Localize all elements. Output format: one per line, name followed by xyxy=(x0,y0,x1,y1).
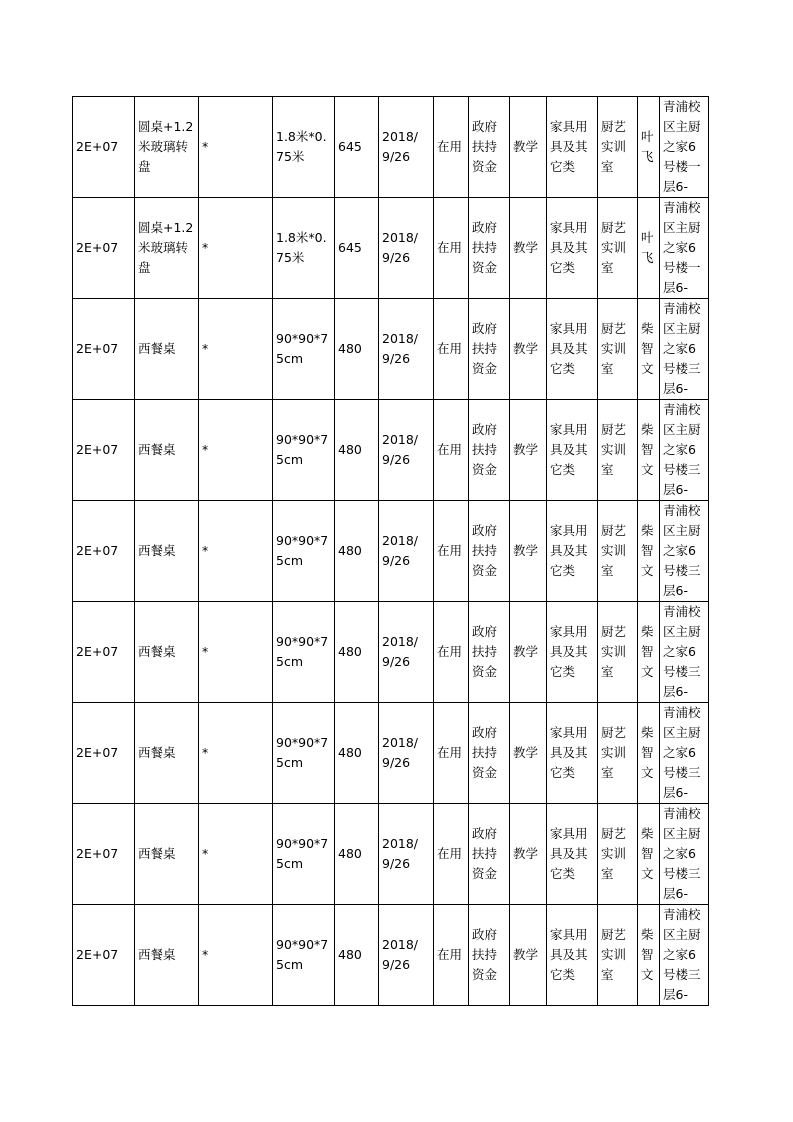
cell-asset-name: 西餐桌 xyxy=(135,703,199,804)
table-row xyxy=(73,602,709,703)
cell-asset-code: 2E+07 xyxy=(73,97,135,198)
cell-date: 2018/9/26 xyxy=(379,198,434,299)
cell-size: 90*90*75cm xyxy=(273,905,335,1006)
cell-person: 柴智文 xyxy=(638,703,660,804)
cell-date: 2018/9/26 xyxy=(379,299,434,400)
cell-fund-source: 政府扶持资金 xyxy=(469,602,510,703)
cell-use: 教学 xyxy=(510,905,547,1006)
cell-fund-source: 政府扶持资金 xyxy=(469,97,510,198)
cell-price: 480 xyxy=(335,501,379,602)
cell-asset-name: 西餐桌 xyxy=(135,905,199,1006)
asset-table xyxy=(72,96,709,1006)
cell-size: 90*90*75cm xyxy=(273,400,335,501)
cell-status: 在用 xyxy=(434,97,469,198)
cell-asset-name: 西餐桌 xyxy=(135,299,199,400)
cell-asset-name: 西餐桌 xyxy=(135,501,199,602)
cell-department: 厨艺实训室 xyxy=(598,905,638,1006)
cell-use: 教学 xyxy=(510,97,547,198)
table-row xyxy=(73,198,709,299)
cell-asset-code: 2E+07 xyxy=(73,198,135,299)
cell-asset-code: 2E+07 xyxy=(73,501,135,602)
cell-person: 柴智文 xyxy=(638,501,660,602)
table-row xyxy=(73,97,709,198)
cell-department: 厨艺实训室 xyxy=(598,602,638,703)
cell-price: 480 xyxy=(335,703,379,804)
cell-status: 在用 xyxy=(434,400,469,501)
table-row xyxy=(73,501,709,602)
cell-location: 青浦校区主厨之家6号楼一层6- xyxy=(660,198,709,299)
cell-department: 厨艺实训室 xyxy=(598,97,638,198)
cell-size: 90*90*75cm xyxy=(273,602,335,703)
cell-asset-code: 2E+07 xyxy=(73,299,135,400)
cell-status: 在用 xyxy=(434,602,469,703)
cell-use: 教学 xyxy=(510,198,547,299)
cell-spec: * xyxy=(199,602,273,703)
cell-location: 青浦校区主厨之家6号楼三层6- xyxy=(660,703,709,804)
cell-asset-name: 西餐桌 xyxy=(135,400,199,501)
cell-category: 家具用具及其它类 xyxy=(547,703,598,804)
cell-person: 柴智文 xyxy=(638,400,660,501)
cell-status: 在用 xyxy=(434,501,469,602)
cell-asset-code: 2E+07 xyxy=(73,804,135,905)
cell-category: 家具用具及其它类 xyxy=(547,198,598,299)
cell-asset-code: 2E+07 xyxy=(73,602,135,703)
cell-fund-source: 政府扶持资金 xyxy=(469,299,510,400)
cell-location: 青浦校区主厨之家6号楼三层6- xyxy=(660,804,709,905)
cell-department: 厨艺实训室 xyxy=(598,299,638,400)
cell-person: 柴智文 xyxy=(638,804,660,905)
cell-category: 家具用具及其它类 xyxy=(547,97,598,198)
cell-spec: * xyxy=(199,299,273,400)
table-row xyxy=(73,703,709,804)
cell-spec: * xyxy=(199,804,273,905)
cell-person: 叶飞 xyxy=(638,97,660,198)
cell-asset-name: 西餐桌 xyxy=(135,602,199,703)
cell-price: 480 xyxy=(335,299,379,400)
cell-person: 柴智文 xyxy=(638,602,660,703)
cell-spec: * xyxy=(199,97,273,198)
cell-date: 2018/9/26 xyxy=(379,602,434,703)
cell-asset-name: 圆桌+1.2米玻璃转盘 xyxy=(135,97,199,198)
cell-fund-source: 政府扶持资金 xyxy=(469,703,510,804)
cell-price: 645 xyxy=(335,198,379,299)
table-row xyxy=(73,804,709,905)
cell-price: 645 xyxy=(335,97,379,198)
cell-category: 家具用具及其它类 xyxy=(547,400,598,501)
cell-use: 教学 xyxy=(510,703,547,804)
cell-department: 厨艺实训室 xyxy=(598,703,638,804)
cell-status: 在用 xyxy=(434,198,469,299)
cell-department: 厨艺实训室 xyxy=(598,804,638,905)
cell-date: 2018/9/26 xyxy=(379,804,434,905)
cell-date: 2018/9/26 xyxy=(379,703,434,804)
cell-spec: * xyxy=(199,501,273,602)
cell-location: 青浦校区主厨之家6号楼三层6- xyxy=(660,299,709,400)
cell-person: 柴智文 xyxy=(638,905,660,1006)
cell-use: 教学 xyxy=(510,501,547,602)
cell-category: 家具用具及其它类 xyxy=(547,299,598,400)
cell-size: 1.8米*0.75米 xyxy=(273,97,335,198)
cell-spec: * xyxy=(199,905,273,1006)
cell-fund-source: 政府扶持资金 xyxy=(469,198,510,299)
cell-category: 家具用具及其它类 xyxy=(547,905,598,1006)
cell-price: 480 xyxy=(335,905,379,1006)
cell-use: 教学 xyxy=(510,804,547,905)
cell-location: 青浦校区主厨之家6号楼三层6- xyxy=(660,602,709,703)
cell-size: 90*90*75cm xyxy=(273,299,335,400)
cell-status: 在用 xyxy=(434,905,469,1006)
cell-department: 厨艺实训室 xyxy=(598,400,638,501)
cell-status: 在用 xyxy=(434,804,469,905)
cell-price: 480 xyxy=(335,804,379,905)
cell-spec: * xyxy=(199,703,273,804)
cell-price: 480 xyxy=(335,400,379,501)
cell-use: 教学 xyxy=(510,602,547,703)
cell-status: 在用 xyxy=(434,299,469,400)
cell-asset-code: 2E+07 xyxy=(73,400,135,501)
cell-spec: * xyxy=(199,198,273,299)
cell-size: 90*90*75cm xyxy=(273,703,335,804)
cell-person: 柴智文 xyxy=(638,299,660,400)
cell-location: 青浦校区主厨之家6号楼三层6- xyxy=(660,905,709,1006)
cell-date: 2018/9/26 xyxy=(379,905,434,1006)
cell-date: 2018/9/26 xyxy=(379,400,434,501)
cell-fund-source: 政府扶持资金 xyxy=(469,905,510,1006)
cell-asset-code: 2E+07 xyxy=(73,905,135,1006)
cell-size: 1.8米*0.75米 xyxy=(273,198,335,299)
cell-use: 教学 xyxy=(510,400,547,501)
cell-person: 叶飞 xyxy=(638,198,660,299)
cell-category: 家具用具及其它类 xyxy=(547,501,598,602)
cell-fund-source: 政府扶持资金 xyxy=(469,804,510,905)
cell-department: 厨艺实训室 xyxy=(598,198,638,299)
cell-asset-name: 圆桌+1.2米玻璃转盘 xyxy=(135,198,199,299)
cell-fund-source: 政府扶持资金 xyxy=(469,400,510,501)
table-row xyxy=(73,299,709,400)
cell-date: 2018/9/26 xyxy=(379,97,434,198)
cell-price: 480 xyxy=(335,602,379,703)
cell-date: 2018/9/26 xyxy=(379,501,434,602)
cell-asset-name: 西餐桌 xyxy=(135,804,199,905)
cell-category: 家具用具及其它类 xyxy=(547,602,598,703)
table-row xyxy=(73,400,709,501)
cell-location: 青浦校区主厨之家6号楼三层6- xyxy=(660,400,709,501)
cell-location: 青浦校区主厨之家6号楼一层6- xyxy=(660,97,709,198)
cell-asset-code: 2E+07 xyxy=(73,703,135,804)
cell-location: 青浦校区主厨之家6号楼三层6- xyxy=(660,501,709,602)
cell-status: 在用 xyxy=(434,703,469,804)
cell-size: 90*90*75cm xyxy=(273,501,335,602)
cell-fund-source: 政府扶持资金 xyxy=(469,501,510,602)
asset-table-body xyxy=(73,97,709,1006)
table-row xyxy=(73,905,709,1006)
cell-spec: * xyxy=(199,400,273,501)
cell-size: 90*90*75cm xyxy=(273,804,335,905)
cell-category: 家具用具及其它类 xyxy=(547,804,598,905)
cell-use: 教学 xyxy=(510,299,547,400)
cell-department: 厨艺实训室 xyxy=(598,501,638,602)
